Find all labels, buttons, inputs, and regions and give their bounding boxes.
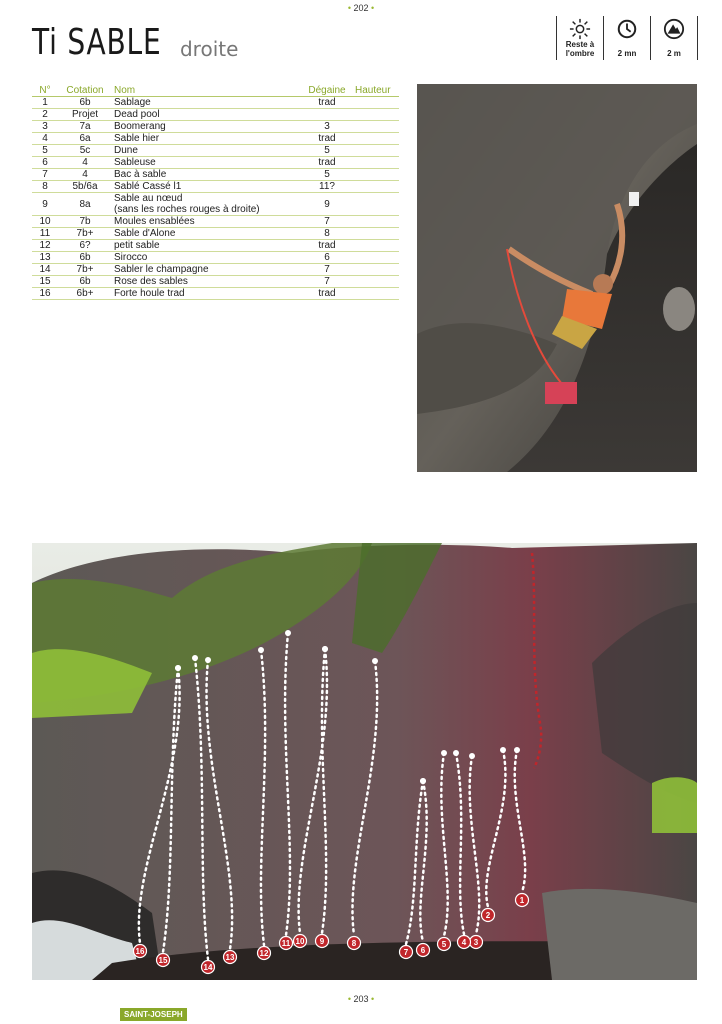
route-height	[353, 133, 399, 145]
route-height	[353, 121, 399, 133]
route-grade: 6b	[58, 97, 112, 109]
route-height	[353, 181, 399, 193]
page-number-bottom: • 203 •	[347, 994, 375, 1004]
route-name	[112, 193, 301, 216]
route-anchor	[285, 630, 291, 636]
table-row	[32, 276, 399, 288]
route-marker-label: 11	[281, 939, 291, 948]
table-row	[32, 109, 399, 121]
route-number: 3	[32, 121, 58, 133]
table-row	[32, 97, 399, 109]
route-height	[353, 193, 399, 216]
sector-tag: SAINT-JOSEPH	[120, 1008, 187, 1021]
route-grade: 5b/6a	[58, 181, 112, 193]
climber-photo	[417, 84, 697, 472]
route-number: 11	[32, 228, 58, 240]
route-quickdraws: 3	[301, 121, 353, 133]
route-anchor	[441, 750, 447, 756]
route-anchor	[322, 646, 328, 652]
table-row	[32, 216, 399, 228]
route-number: 14	[32, 264, 58, 276]
route-name: Sable hier	[112, 133, 301, 145]
table-row	[32, 121, 399, 133]
route-marker-label: 1	[519, 896, 525, 905]
table-row	[32, 240, 399, 252]
mountain-icon	[663, 18, 685, 40]
route-anchor	[500, 747, 506, 753]
route-number: 13	[32, 252, 58, 264]
sun-icon	[569, 18, 591, 40]
route-height	[353, 240, 399, 252]
route-grade: 8a	[58, 193, 112, 216]
col-height: Hauteur	[353, 84, 399, 97]
route-marker-label: 3	[473, 938, 479, 947]
height-info	[650, 16, 698, 60]
route-grade: 6b	[58, 276, 112, 288]
height-label: 2 m	[667, 49, 681, 58]
route-height	[353, 169, 399, 181]
routes-table	[32, 84, 399, 300]
route-height	[353, 216, 399, 228]
route-marker-label: 16	[135, 947, 145, 956]
route-number: 7	[32, 169, 58, 181]
route-grade: 6b	[58, 252, 112, 264]
route-height	[353, 145, 399, 157]
route-marker-label: 9	[319, 937, 325, 946]
route-anchor	[205, 657, 211, 663]
clock-icon	[616, 18, 638, 40]
route-quickdraws: trad	[301, 157, 353, 169]
route-marker-label: 8	[351, 939, 357, 948]
route-name: Boomerang	[112, 121, 301, 133]
route-anchor	[514, 747, 520, 753]
route-number: 12	[32, 240, 58, 252]
route-marker-label: 12	[259, 949, 269, 958]
route-marker-label: 7	[403, 948, 409, 957]
route-quickdraws: 9	[301, 193, 353, 216]
table-row	[32, 288, 399, 300]
route-quickdraws: 11?	[301, 181, 353, 193]
table-row	[32, 228, 399, 240]
route-quickdraws: trad	[301, 97, 353, 109]
route-number: 2	[32, 109, 58, 121]
route-marker-label: 10	[295, 937, 305, 946]
route-name: Sable d'Alone	[112, 228, 301, 240]
col-quickdraws: Dégaine	[301, 84, 353, 97]
approach-info	[603, 16, 650, 60]
route-name-note: (sans les roches rouges à droite)	[114, 204, 260, 215]
route-grade: 4	[58, 169, 112, 181]
route-grade: 6a	[58, 133, 112, 145]
route-marker-label: 5	[441, 940, 447, 949]
table-row	[32, 264, 399, 276]
route-anchor	[420, 778, 426, 784]
page-number-top: • 202 •	[347, 3, 375, 13]
route-number: 16	[32, 288, 58, 300]
route-grade: 6?	[58, 240, 112, 252]
route-quickdraws: trad	[301, 133, 353, 145]
route-quickdraws: 5	[301, 169, 353, 181]
route-name: Sabler le champagne	[112, 264, 301, 276]
route-number: 6	[32, 157, 58, 169]
route-marker-label: 13	[225, 953, 235, 962]
shade-label: Reste à l'ombre	[565, 40, 595, 58]
route-marker-label: 2	[485, 911, 491, 920]
route-name: Sableuse	[112, 157, 301, 169]
route-grade: 6b+	[58, 288, 112, 300]
table-row	[32, 169, 399, 181]
route-height	[353, 276, 399, 288]
route-grade: 7b	[58, 216, 112, 228]
route-name: Sirocco	[112, 252, 301, 264]
table-row	[32, 252, 399, 264]
route-name: petit sable	[112, 240, 301, 252]
route-marker-label: 14	[203, 963, 213, 972]
info-panel	[556, 16, 698, 60]
route-marker-label: 15	[158, 956, 168, 965]
table-row	[32, 181, 399, 193]
route-grade: 5c	[58, 145, 112, 157]
route-grade: 7b+	[58, 264, 112, 276]
route-name-line: Sable au nœud	[114, 193, 183, 204]
route-number: 10	[32, 216, 58, 228]
route-quickdraws: trad	[301, 288, 353, 300]
approach-label: 2 mn	[617, 49, 637, 58]
route-name: Rose des sables	[112, 276, 301, 288]
route-anchor	[192, 655, 198, 661]
table-row	[32, 157, 399, 169]
route-quickdraws	[301, 109, 353, 121]
route-name: Moules ensablées	[112, 216, 301, 228]
col-grade: Cotation	[58, 84, 112, 97]
route-height	[353, 157, 399, 169]
route-quickdraws: 7	[301, 276, 353, 288]
route-name: Bac à sable	[112, 169, 301, 181]
route-grade: Projet	[58, 109, 112, 121]
topo-photo	[32, 543, 697, 980]
route-anchor	[258, 647, 264, 653]
route-quickdraws: trad	[301, 240, 353, 252]
route-height	[353, 97, 399, 109]
route-anchor	[175, 665, 181, 671]
route-marker-label: 4	[461, 938, 467, 947]
route-height	[353, 252, 399, 264]
route-grade: 7b+	[58, 228, 112, 240]
route-number: 5	[32, 145, 58, 157]
sector-title: Ti SABLE	[32, 22, 162, 63]
route-anchor	[372, 658, 378, 664]
route-name: Dune	[112, 145, 301, 157]
route-number: 1	[32, 97, 58, 109]
route-name: Forte houle trad	[112, 288, 301, 300]
route-quickdraws: 7	[301, 264, 353, 276]
route-quickdraws: 5	[301, 145, 353, 157]
route-number: 15	[32, 276, 58, 288]
route-number: 4	[32, 133, 58, 145]
route-name: Sablage	[112, 97, 301, 109]
table-row	[32, 193, 399, 216]
route-quickdraws: 7	[301, 216, 353, 228]
table-header	[32, 84, 399, 97]
table-row	[32, 145, 399, 157]
route-marker-label: 6	[420, 946, 426, 955]
route-quickdraws: 6	[301, 252, 353, 264]
route-name: Dead pool	[112, 109, 301, 121]
route-grade: 4	[58, 157, 112, 169]
route-height	[353, 288, 399, 300]
route-height	[353, 109, 399, 121]
route-height	[353, 228, 399, 240]
route-number: 8	[32, 181, 58, 193]
route-grade: 7a	[58, 121, 112, 133]
route-number: 9	[32, 193, 58, 216]
route-name: Sablé Cassé l1	[112, 181, 301, 193]
page-title	[32, 22, 238, 63]
col-number: N°	[32, 84, 58, 97]
col-name: Nom	[112, 84, 301, 97]
route-anchor	[469, 753, 475, 759]
sector-subtitle: droite	[179, 37, 239, 61]
route-anchor	[453, 750, 459, 756]
route-quickdraws: 8	[301, 228, 353, 240]
route-height	[353, 264, 399, 276]
shade-info	[556, 16, 603, 60]
table-row	[32, 133, 399, 145]
